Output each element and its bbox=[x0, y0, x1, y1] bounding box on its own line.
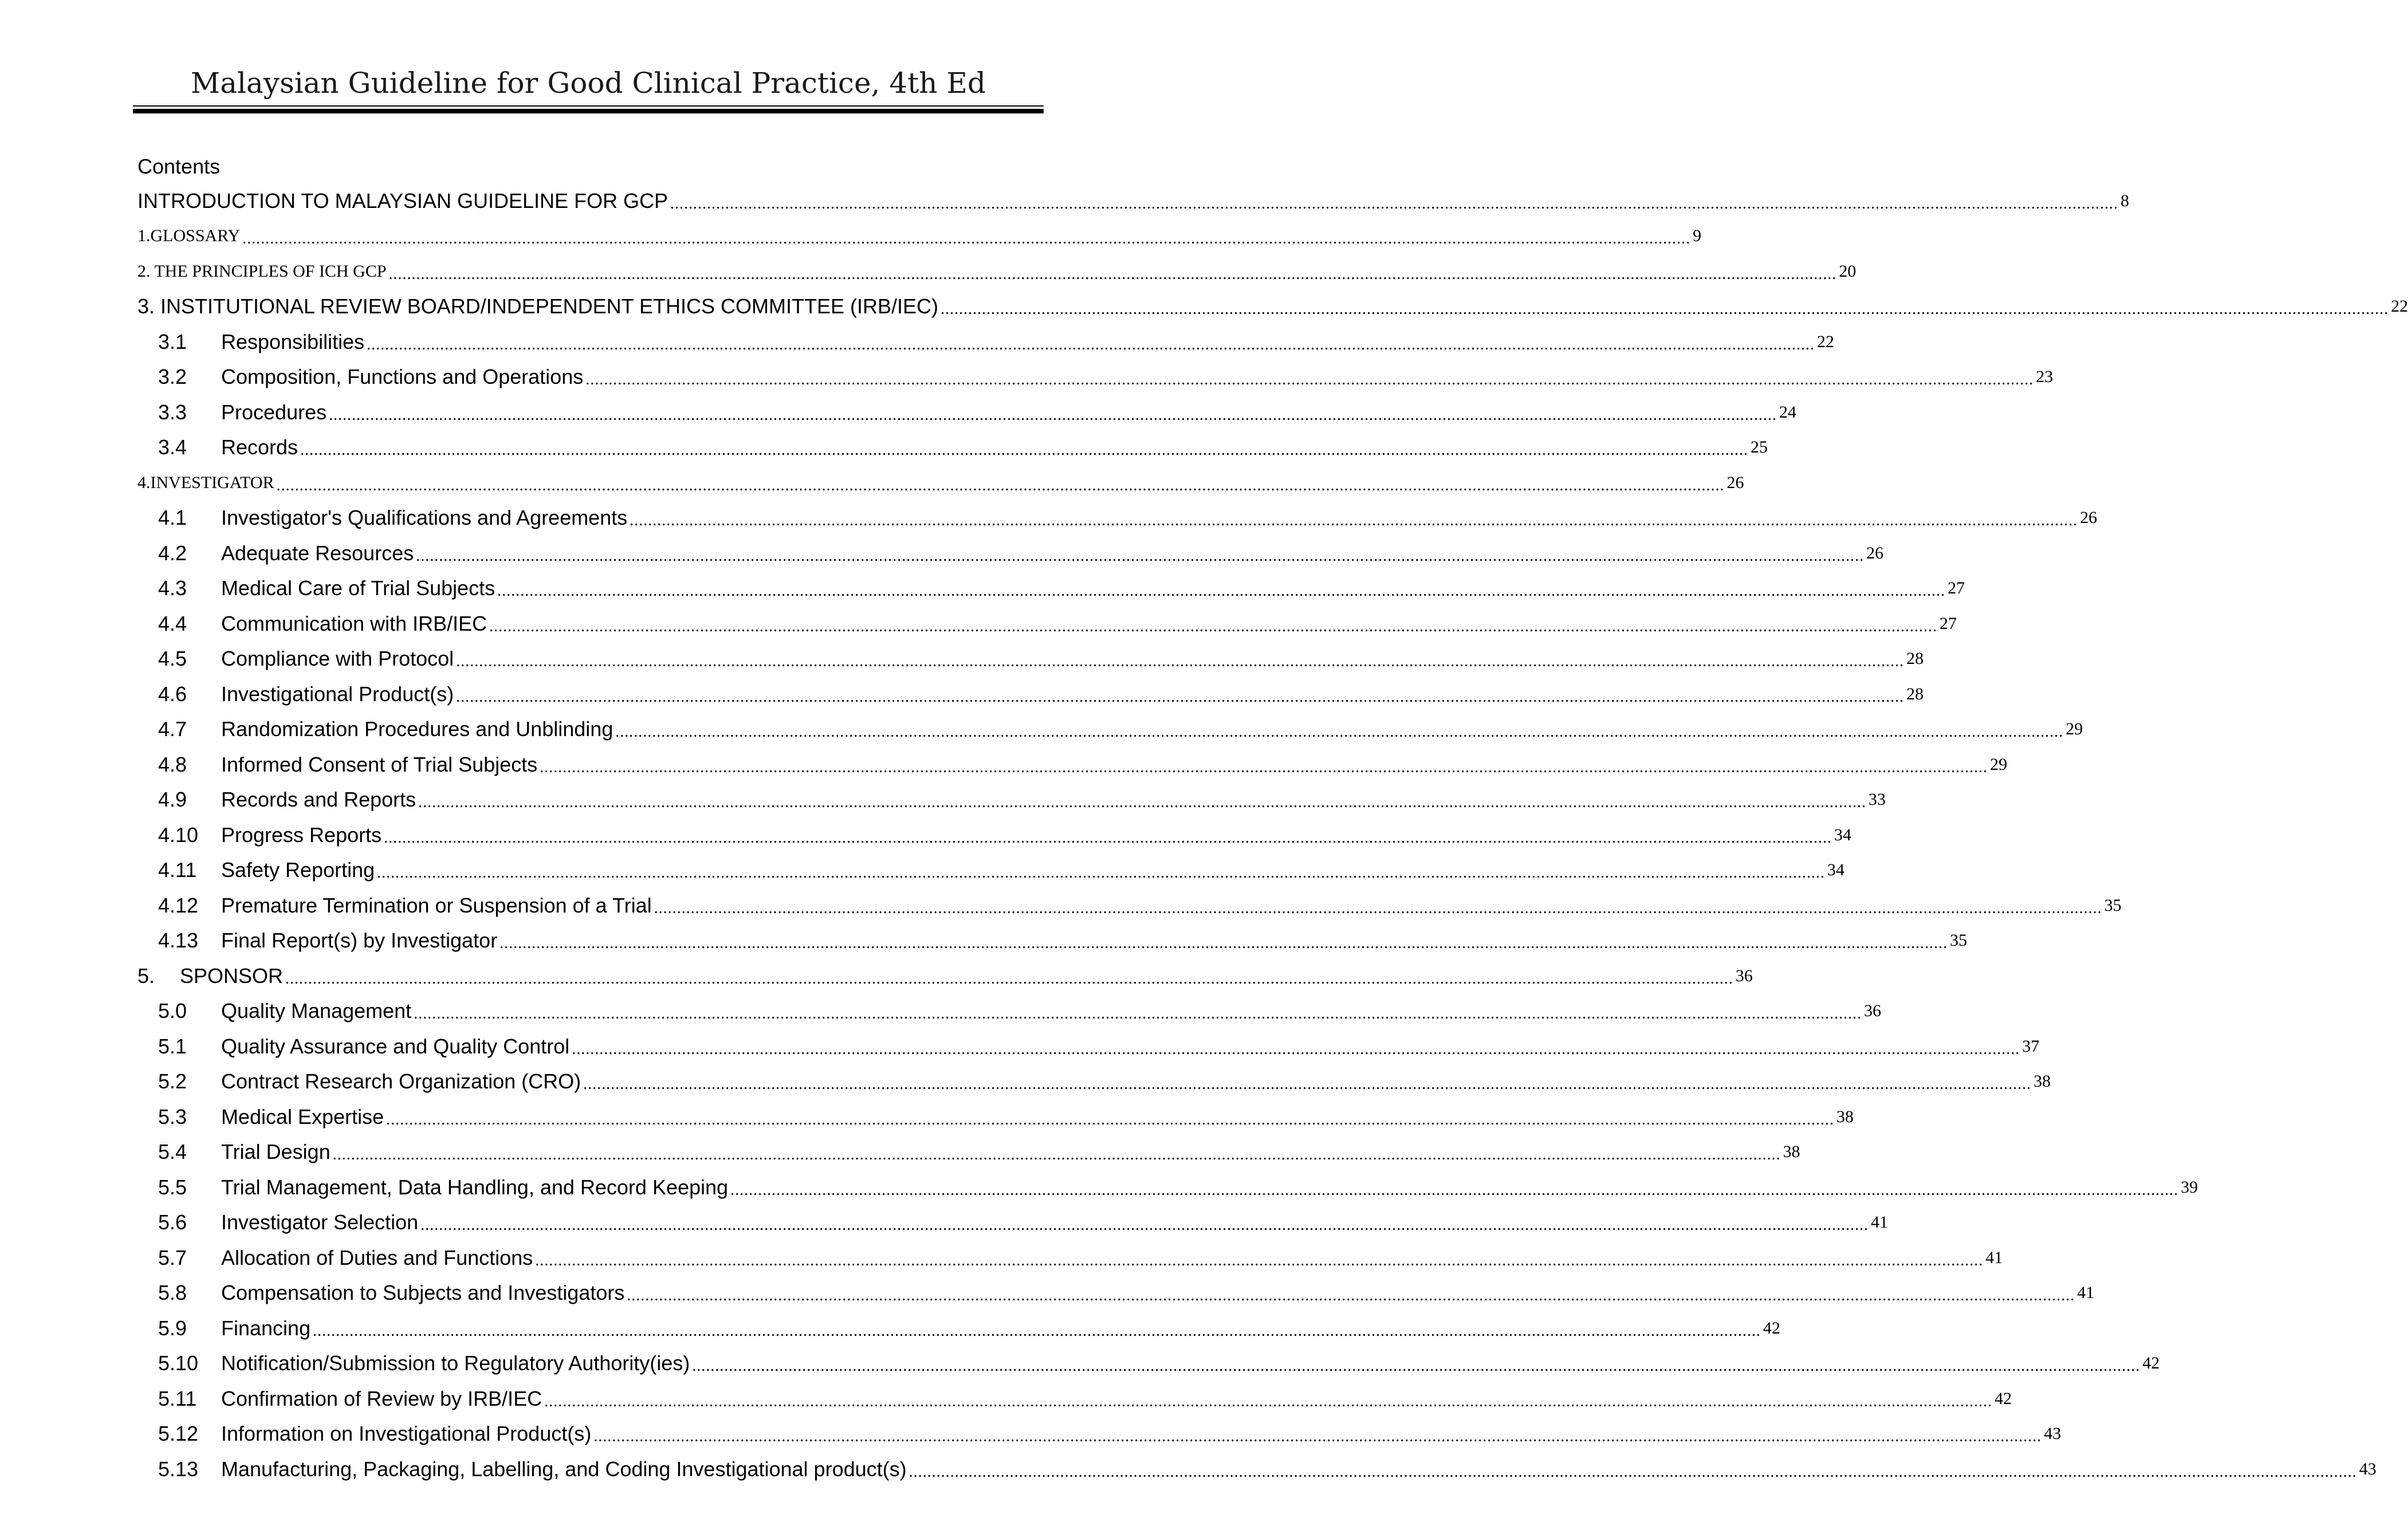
toc-entry-label: Financing bbox=[221, 1316, 311, 1340]
toc-entry-3-2[interactable] bbox=[137, 360, 2053, 395]
toc-entry-label: 2. THE PRINCIPLES OF ICH GCP bbox=[137, 261, 387, 281]
toc-section-number: 5.12 bbox=[158, 1422, 199, 1446]
toc-entry-label: Compliance with Protocol bbox=[221, 647, 454, 671]
toc-leader-dots: ............................................................................................................................................................................................................................................................................................................................ bbox=[615, 723, 2064, 741]
toc-entry-label: Quality Assurance and Quality Control bbox=[221, 1034, 570, 1058]
toc-entry-label: Premature Termination or Suspension of a Trial bbox=[221, 893, 652, 917]
header-rule-thin bbox=[133, 105, 1044, 107]
toc-leader-dots: ............................................................................................................................................................................................................................................................................................................................ bbox=[654, 899, 2102, 917]
toc-page-number: 23 bbox=[2036, 367, 2053, 387]
toc-entry-label: 1.GLOSSARY bbox=[137, 226, 241, 246]
contents-heading: Contents bbox=[137, 155, 221, 178]
toc-entry-5-6[interactable] bbox=[137, 1205, 1888, 1241]
toc-section-number: 3.3 bbox=[158, 400, 187, 424]
toc-entry-4-4[interactable] bbox=[137, 606, 1957, 642]
toc-page-number: 34 bbox=[1834, 825, 1852, 844]
toc-section-number: 3.1 bbox=[158, 329, 187, 353]
toc-entry-label: Randomization Procedures and Unblinding bbox=[221, 717, 613, 741]
toc-leader-dots: ............................................................................................................................................................................................................................................................................................................................ bbox=[489, 617, 1938, 635]
toc-entry-4-13[interactable] bbox=[137, 923, 1968, 959]
toc-leader-dots: ............................................................................................................................................................................................................................................................................................................................ bbox=[941, 300, 2389, 318]
toc-page-number: 35 bbox=[1950, 931, 1968, 950]
toc-page-number: 36 bbox=[1736, 966, 1753, 985]
toc-page-number: 27 bbox=[1939, 614, 1957, 633]
toc-entry-label: Procedures bbox=[221, 400, 327, 424]
toc-section-number: 4.11 bbox=[158, 858, 197, 882]
toc-leader-dots: ............................................................................................................................................................................................................................................................................................................................ bbox=[593, 1427, 2042, 1446]
toc-leader-dots: ............................................................................................................................................................................................................................................................................................................................ bbox=[456, 652, 1905, 671]
toc-entry-4-2[interactable] bbox=[137, 536, 1884, 571]
toc-entry-label: Medical Care of Trial Subjects bbox=[221, 576, 495, 600]
toc-entry-4-5[interactable] bbox=[137, 642, 1924, 677]
toc-entry-label: 4.INVESTIGATOR bbox=[137, 473, 274, 492]
toc-entry-5-12[interactable] bbox=[137, 1417, 2061, 1452]
toc-page-number: 26 bbox=[1866, 543, 1884, 563]
toc-page-number: 27 bbox=[1947, 579, 1965, 598]
toc-section-number: 4.8 bbox=[158, 752, 187, 776]
toc-entry-label: Trial Design bbox=[221, 1140, 330, 1164]
toc-leader-dots: ............................................................................................................................................................................................................................................................................................................................ bbox=[730, 1181, 2179, 1199]
toc-entry-5-3[interactable] bbox=[137, 1099, 1854, 1135]
toc-entry-glossary[interactable] bbox=[137, 219, 1702, 254]
toc-section-number: 5.2 bbox=[158, 1069, 187, 1094]
toc-entry-label: Investigational Product(s) bbox=[221, 682, 454, 706]
toc-entry-label: Communication with IRB/IEC bbox=[221, 611, 487, 635]
toc-entry-4-11[interactable] bbox=[137, 853, 1845, 888]
toc-leader-dots: ............................................................................................................................................................................................................................................................................................................................ bbox=[540, 758, 1988, 776]
toc-entry-label: Investigator's Qualifications and Agreements bbox=[221, 506, 628, 530]
toc-entry-label: Allocation of Duties and Functions bbox=[221, 1245, 533, 1269]
toc-entry-label: Records and Reports bbox=[221, 788, 416, 812]
toc-leader-dots: ............................................................................................................................................................................................................................................................................................................................ bbox=[416, 546, 1864, 565]
page-header-title: Malaysian Guideline for Good Clinical Practice, 4th Ed bbox=[191, 66, 986, 100]
toc-page-number: 41 bbox=[1871, 1213, 1888, 1232]
toc-section-number: 5. bbox=[137, 964, 155, 988]
toc-entry-sponsor[interactable] bbox=[137, 958, 1753, 994]
toc-entry-4-9[interactable] bbox=[137, 782, 1886, 818]
toc-leader-dots: ............................................................................................................................................................................................................................................................................................................................ bbox=[420, 1216, 1869, 1234]
toc-section-number: 4.5 bbox=[158, 647, 187, 671]
toc-page-number: 24 bbox=[1779, 402, 1797, 422]
toc-entry-label: Records bbox=[221, 435, 298, 459]
toc-entry-label: SPONSOR bbox=[180, 964, 284, 988]
toc-leader-dots: ............................................................................................................................................................................................................................................................................................................................ bbox=[332, 1146, 1781, 1164]
toc-entry-4-1[interactable] bbox=[137, 501, 2098, 536]
toc-section-number: 4.12 bbox=[158, 893, 199, 917]
toc-entry-label: 3. INSTITUTIONAL REVIEW BOARD/INDEPENDENT ETHICS COMMITTEE (IRB/IEC) bbox=[137, 294, 939, 318]
toc-entry-4-12[interactable] bbox=[137, 888, 2122, 923]
toc-entry-label: Responsibilities bbox=[221, 329, 365, 353]
toc-page-number: 29 bbox=[1990, 754, 2008, 774]
toc-page-number: 43 bbox=[2044, 1424, 2061, 1444]
toc-leader-dots: ............................................................................................................................................................................................................................................................................................................................ bbox=[388, 265, 1837, 283]
toc-section-number: 4.7 bbox=[158, 717, 187, 741]
toc-entry-label: Contract Research Organization (CRO) bbox=[221, 1069, 581, 1094]
toc-leader-dots: ............................................................................................................................................................................................................................................................................................................................ bbox=[329, 406, 1777, 424]
toc-page-number: 42 bbox=[1994, 1389, 2012, 1408]
toc-entry-label: Composition, Functions and Operations bbox=[221, 365, 584, 389]
toc-leader-dots: ............................................................................................................................................................................................................................................................................................................................ bbox=[414, 1005, 1862, 1023]
toc-entry-3-3[interactable] bbox=[137, 395, 1797, 430]
toc-leader-dots: ............................................................................................................................................................................................................................................................................................................................ bbox=[313, 1322, 1761, 1340]
toc-section-number: 5.8 bbox=[158, 1281, 187, 1305]
toc-page-number: 37 bbox=[2022, 1036, 2040, 1056]
toc-entry-label: Information on Investigational Product(s) bbox=[221, 1422, 592, 1446]
toc-leader-dots: ............................................................................................................................................................................................................................................................................................................................ bbox=[627, 1287, 2075, 1305]
toc-leader-dots: ............................................................................................................................................................................................................................................................................................................................ bbox=[386, 1110, 1835, 1128]
toc-entry-label: Informed Consent of Trial Subjects bbox=[221, 752, 538, 776]
toc-section-number: 5.6 bbox=[158, 1210, 187, 1234]
toc-section-number: 5.9 bbox=[158, 1316, 187, 1340]
toc-leader-dots: ............................................................................................................................................................................................................................................................................................................................ bbox=[367, 335, 1815, 353]
toc-leader-dots: ............................................................................................................................................................................................................................................................................................................................ bbox=[499, 934, 1948, 953]
toc-page-number: 42 bbox=[1763, 1318, 1781, 1338]
toc-entry-5-7[interactable] bbox=[137, 1240, 2003, 1276]
toc-entry-4-3[interactable] bbox=[137, 571, 1965, 607]
toc-section-number: 4.9 bbox=[158, 788, 187, 812]
toc-entry-5-9[interactable] bbox=[137, 1311, 1781, 1346]
toc-entry-5-5[interactable] bbox=[137, 1170, 2198, 1205]
toc-page-number: 41 bbox=[1985, 1248, 2003, 1267]
toc-section-number: 4.2 bbox=[158, 541, 187, 565]
toc-entry-label: Confirmation of Review by IRB/IEC bbox=[221, 1386, 542, 1410]
toc-page-number: 39 bbox=[2181, 1177, 2198, 1197]
toc-page-number: 41 bbox=[2077, 1283, 2095, 1303]
toc-entry-5-1[interactable] bbox=[137, 1029, 2040, 1064]
toc-page-number: 38 bbox=[1836, 1107, 1854, 1126]
toc-entry-label: INTRODUCTION TO MALAYSIAN GUIDELINE FOR GCP bbox=[137, 188, 668, 213]
toc-entry-label: Medical Expertise bbox=[221, 1104, 384, 1128]
toc-leader-dots: ............................................................................................................................................................................................................................................................................................................................ bbox=[692, 1357, 2141, 1375]
toc-section-number: 4.4 bbox=[158, 611, 187, 635]
toc-section-number: 5.0 bbox=[158, 999, 187, 1023]
toc-page-number: 34 bbox=[1827, 860, 1845, 880]
toc-leader-dots: ............................................................................................................................................................................................................................................................................................................................ bbox=[535, 1251, 1984, 1269]
toc-entry-5-13[interactable] bbox=[137, 1452, 2376, 1487]
toc-entry-5-4[interactable] bbox=[137, 1135, 1800, 1170]
toc-entry-irb-iec[interactable] bbox=[137, 289, 2408, 325]
toc-leader-dots: ............................................................................................................................................................................................................................................................................................................................ bbox=[908, 1462, 2357, 1481]
toc-entry-4-7[interactable] bbox=[137, 712, 2083, 748]
toc-page-number: 29 bbox=[2065, 719, 2083, 739]
toc-page-number: 28 bbox=[1906, 649, 1924, 668]
toc-leader-dots: ............................................................................................................................................................................................................................................................................................................................ bbox=[242, 230, 1691, 248]
toc-entry-5-8[interactable] bbox=[137, 1276, 2095, 1311]
toc-entry-label: Trial Management, Data Handling, and Record Keeping bbox=[221, 1175, 729, 1199]
toc-page-number: 8 bbox=[2120, 191, 2130, 210]
toc-page-number: 42 bbox=[2142, 1354, 2160, 1373]
toc-section-number: 5.10 bbox=[158, 1351, 199, 1375]
toc-leader-dots: ............................................................................................................................................................................................................................................................................................................................ bbox=[497, 582, 1946, 600]
toc-section-number: 5.3 bbox=[158, 1104, 187, 1128]
toc-section-number: 4.10 bbox=[158, 823, 199, 847]
toc-entry-introduction[interactable] bbox=[137, 183, 2130, 219]
toc-leader-dots: ............................................................................................................................................................................................................................................................................................................................ bbox=[285, 969, 1734, 988]
toc-section-number: 4.6 bbox=[158, 682, 187, 706]
toc-entry-5-10[interactable] bbox=[137, 1346, 2160, 1382]
toc-section-number: 4.1 bbox=[158, 506, 187, 530]
table-of-contents bbox=[137, 183, 2408, 1487]
toc-section-number: 5.11 bbox=[158, 1386, 197, 1410]
toc-page-number: 26 bbox=[2080, 508, 2098, 528]
toc-page-number: 9 bbox=[1693, 226, 1702, 246]
toc-section-number: 3.4 bbox=[158, 435, 187, 459]
toc-page-number: 35 bbox=[2104, 895, 2122, 915]
toc-leader-dots: ............................................................................................................................................................................................................................................................................................................................ bbox=[377, 864, 1825, 882]
toc-entry-label: Final Report(s) by Investigator bbox=[221, 929, 498, 953]
toc-section-number: 4.13 bbox=[158, 929, 199, 953]
toc-leader-dots: ............................................................................................................................................................................................................................................................................................................................ bbox=[544, 1392, 1993, 1410]
toc-entry-label: Quality Management bbox=[221, 999, 412, 1023]
toc-page-number: 36 bbox=[1864, 1001, 1882, 1021]
toc-entry-4-6[interactable] bbox=[137, 677, 1924, 712]
toc-leader-dots: ............................................................................................................................................................................................................................................................................................................................ bbox=[583, 1075, 2032, 1094]
toc-page-number: 38 bbox=[1783, 1142, 1800, 1162]
toc-entry-5-0[interactable] bbox=[137, 994, 1882, 1029]
toc-entry-label: Notification/Submission to Regulatory Authority(ies) bbox=[221, 1351, 690, 1375]
header-rule-thick bbox=[133, 109, 1044, 113]
toc-page-number: 20 bbox=[1839, 261, 1856, 281]
toc-entry-3-4[interactable] bbox=[137, 430, 1768, 466]
toc-section-number: 5.7 bbox=[158, 1245, 187, 1269]
toc-page-number: 26 bbox=[1726, 473, 1744, 492]
toc-entry-5-11[interactable] bbox=[137, 1381, 2012, 1417]
toc-entry-investigator[interactable] bbox=[137, 465, 1744, 501]
toc-page-number: 33 bbox=[1868, 790, 1886, 809]
toc-entry-label: Manufacturing, Packaging, Labelling, and Coding Investigational product(s) bbox=[221, 1457, 907, 1481]
toc-section-number: 5.5 bbox=[158, 1175, 187, 1199]
toc-page-number: 22 bbox=[1817, 332, 1835, 351]
toc-leader-dots: ............................................................................................................................................................................................................................................................................................................................ bbox=[456, 687, 1905, 706]
toc-page-number: 38 bbox=[2033, 1072, 2051, 1091]
toc-leader-dots: ............................................................................................................................................................................................................................................................................................................................ bbox=[629, 512, 2078, 530]
toc-section-number: 5.4 bbox=[158, 1140, 187, 1164]
toc-page-number: 25 bbox=[1750, 438, 1768, 457]
toc-entry-label: Progress Reports bbox=[221, 823, 382, 847]
toc-entry-label: Compensation to Subjects and Investigators bbox=[221, 1281, 625, 1305]
toc-leader-dots: ............................................................................................................................................................................................................................................................................................................................ bbox=[585, 371, 2034, 389]
toc-section-number: 5.1 bbox=[158, 1034, 187, 1058]
toc-entry-3-1[interactable] bbox=[137, 324, 1835, 360]
toc-leader-dots: ............................................................................................................................................................................................................................................................................................................................ bbox=[572, 1040, 2020, 1058]
toc-section-number: 3.2 bbox=[158, 365, 187, 389]
toc-entry-4-8[interactable] bbox=[137, 747, 2008, 782]
toc-page-number: 28 bbox=[1906, 684, 1924, 703]
toc-entry-principles[interactable] bbox=[137, 254, 1856, 289]
toc-leader-dots: ............................................................................................................................................................................................................................................................................................................................ bbox=[276, 476, 1725, 494]
toc-leader-dots: ............................................................................................................................................................................................................................................................................................................................ bbox=[300, 441, 1749, 459]
toc-entry-5-2[interactable] bbox=[137, 1064, 2051, 1100]
toc-section-number: 4.3 bbox=[158, 576, 187, 600]
toc-entry-label: Safety Reporting bbox=[221, 858, 375, 882]
toc-page-number: 22 bbox=[2391, 297, 2408, 316]
toc-entry-label: Adequate Resources bbox=[221, 541, 414, 565]
toc-leader-dots: ............................................................................................................................................................................................................................................................................................................................ bbox=[670, 194, 2119, 213]
toc-entry-label: Investigator Selection bbox=[221, 1210, 419, 1234]
toc-leader-dots: ............................................................................................................................................................................................................................................................................................................................ bbox=[418, 793, 1867, 812]
toc-entry-4-10[interactable] bbox=[137, 817, 1852, 853]
toc-leader-dots: ............................................................................................................................................................................................................................................................................................................................ bbox=[384, 828, 1832, 847]
toc-section-number: 5.13 bbox=[158, 1457, 199, 1481]
toc-page-number: 43 bbox=[2359, 1459, 2376, 1478]
